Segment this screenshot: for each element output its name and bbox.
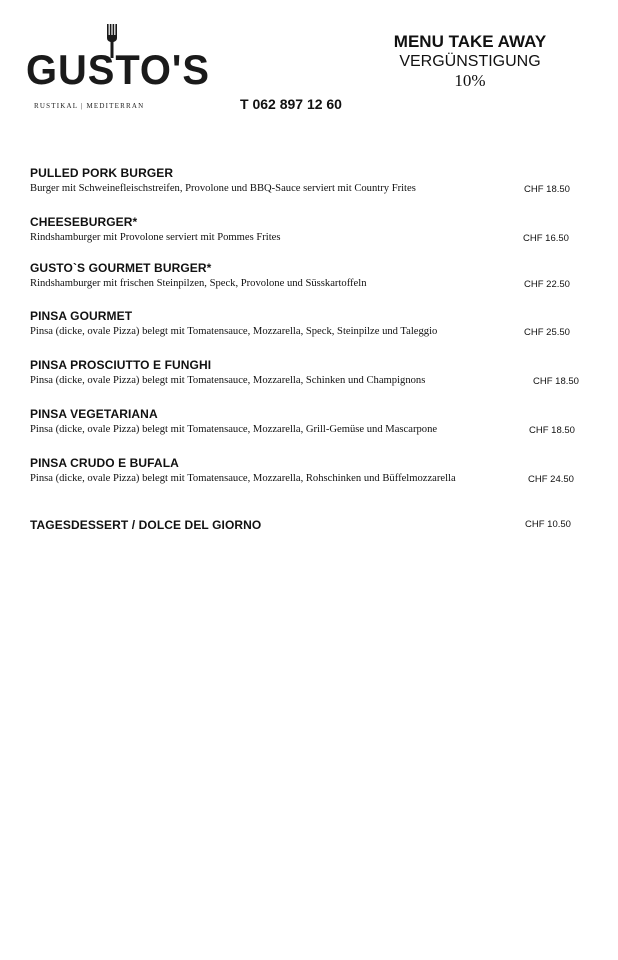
menu-item-price: CHF 22.50 — [524, 279, 570, 290]
menu-item-description: Pinsa (dicke, ovale Pizza) belegt mit Tomatensauce, Mozzarella, Schinken und Champignons — [30, 375, 426, 386]
dessert-item — [30, 518, 590, 532]
gustos-logo — [26, 24, 226, 119]
menu-item-name: PINSA VEGETARIANA — [30, 407, 158, 421]
menu-item — [30, 215, 590, 244]
menu-item — [30, 166, 590, 195]
dessert-name: TAGESDESSERT / DOLCE DEL GIORNO — [30, 518, 262, 532]
menu-item-price: CHF 18.50 — [524, 184, 570, 195]
dessert-price: CHF 10.50 — [525, 519, 571, 530]
menu-item — [30, 309, 590, 338]
menu-item-name: PINSA CRUDO E BUFALA — [30, 456, 179, 470]
logo-tagline: RUSTIKAL | MEDITERRAN — [34, 102, 145, 110]
menu-item-price: CHF 16.50 — [523, 233, 569, 244]
menu-item-price: CHF 18.50 — [529, 425, 575, 436]
menu-item-name: PINSA GOURMET — [30, 309, 133, 323]
menu-item-name: CHEESEBURGER* — [30, 215, 138, 229]
menu-item-price: CHF 18.50 — [533, 376, 579, 387]
menu-item-description: Burger mit Schweinefleischstreifen, Provolone und BBQ-Sauce serviert mit Country Frites — [30, 183, 416, 194]
menu-item-name: GUSTO`S GOURMET BURGER* — [30, 261, 212, 275]
menu-item-price: CHF 24.50 — [528, 474, 574, 485]
menu-title: MENU TAKE AWAY — [393, 32, 547, 51]
menu-item-description: Pinsa (dicke, ovale Pizza) belegt mit Tomatensauce, Mozzarella, Rohschinken und Büffelmozzarella — [30, 473, 456, 484]
menu-item-name: PULLED PORK BURGER — [30, 166, 174, 180]
discount-value: 10% — [454, 71, 486, 90]
menu-item-price: CHF 25.50 — [524, 327, 570, 338]
menu-item-description: Rindshamburger mit frischen Steinpilzen, Speck, Provolone und Süsskartoffeln — [30, 278, 367, 289]
menu-subtitle: VERGÜNSTIGUNG — [399, 53, 541, 70]
phone-number: T 062 897 12 60 — [240, 96, 342, 112]
logo-wordmark: GUSTO'S — [26, 46, 210, 93]
menu-title-block — [380, 32, 560, 91]
menu-item — [30, 407, 590, 436]
menu-item-description: Rindshamburger mit Provolone serviert mit Pommes Frites — [30, 232, 281, 243]
menu-item — [30, 456, 590, 485]
menu-item — [30, 358, 590, 387]
menu-item-description: Pinsa (dicke, ovale Pizza) belegt mit Tomatensauce, Mozzarella, Grill-Gemüse und Mascarpone — [30, 424, 438, 435]
menu-item-name: PINSA PROSCIUTTO E FUNGHI — [30, 358, 212, 372]
menu-item-description: Pinsa (dicke, ovale Pizza) belegt mit Tomatensauce, Mozzarella, Speck, Steinpilze und Taleggio — [30, 326, 438, 337]
menu-item — [30, 261, 590, 290]
